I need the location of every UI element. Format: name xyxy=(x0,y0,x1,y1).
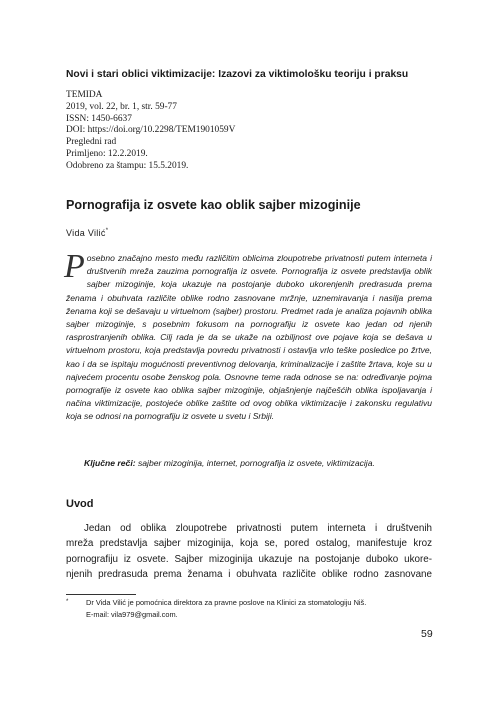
abstract-dropcap: P xyxy=(64,248,85,285)
abstract-text: osebno značajno mesto među različitim oblicima zloupotrebe privatnosti putem interneta i društvenih mreža zauzima pornografija iz osvete. Pornografija iz osvete predstavlja oblik sajber mizoginije, koja ukazuje na postojanje duboko ukorenjenih predrasuda prema ženama i obuhvata različite oblike rodno zasnovane mržnje, uznemiravanja i nasilja prema ženama koji se dešavaju u virtuelnom (sajber) prostoru. Predmet rada je analiza pojavnih oblika sajber mizoginije, s posebnim fokusom na pornografiju iz osvete kao jedan od njenih rasprostranjenih oblika. Cilj rada je da se ukaže na ozbiljnost ove pojave koja se dešava u virtuelnom prostoru, koja predstavlja povredu privatnosti i ostavlja vrlo teške posledice po žrtve, kao i da se ispitaju mogućnosti preventivnog delovanja, kriminalizacije i zaštite žrtava, koje su u najvećem procentu osobe ženskog pola. Osnovne teme rada odnose se na: određivanje pojma pornografije iz osvete kao oblika sajber mizoginije, objašnjenje najčešćih oblika ispoljavanja i načina viktimizacije, postojeće oblike zaštite od ovog oblika viktimizacije i zakonsku regulativu koja se odnosi na pornografiju iz osvete u svetu i Srbiji. xyxy=(66,253,432,422)
footnote-mark: * xyxy=(66,599,69,605)
abstract xyxy=(64,248,432,424)
footnote-rule xyxy=(66,594,136,595)
meta-doi: DOI: https://doi.org/10.2298/TEM1901059V xyxy=(66,125,236,136)
body-line: mreža predstavlja sajber mizoginija, koja se, pored ostalog, manifestuje kroz xyxy=(66,538,432,550)
footnote-body xyxy=(86,597,366,620)
meta-article-type: Pregledni rad xyxy=(66,137,117,148)
author xyxy=(66,228,108,238)
meta-accepted: Odobreno za štampu: 15.5.2019. xyxy=(66,160,189,171)
meta-volume: 2019, vol. 22, br. 1, str. 59-77 xyxy=(66,101,177,112)
author-footnote-mark: * xyxy=(105,228,109,234)
body-paragraph xyxy=(66,521,432,583)
body-line: pornografiju iz osvete. Sajber mizoginija ukazuje na postojanje duboko ukore- xyxy=(66,553,432,565)
keywords xyxy=(84,458,432,468)
article-title: Pornografija iz osvete kao oblik sajber mizoginije xyxy=(66,198,361,212)
keywords-label: Ključne reči: xyxy=(84,458,136,468)
journal-header: Novi i stari oblici viktimizacije: Izazovi za viktimološku teoriju i praksu xyxy=(66,69,409,80)
meta-issn: ISSN: 1450-6637 xyxy=(66,113,132,124)
footnote-line: Dr Vida Vilić je pomoćnica direktora za pravne poslove na Klinici za stomatologiju Niš. xyxy=(86,598,367,607)
body-line: njenih predrasuda prema ženama i obuhvata različite oblike rodno zasnovane xyxy=(66,569,432,581)
page-number: 59 xyxy=(421,628,433,640)
footnote-email: E-mail: vila979@gmail.com. xyxy=(86,609,178,619)
body-line: Jedan od oblika zloupotrebe privatnosti putem interneta i društvenih xyxy=(84,523,432,534)
keywords-text: sajber mizoginija, internet, pornografija iz osvete, viktimizacija. xyxy=(135,458,375,468)
article-metadata xyxy=(66,90,235,173)
meta-received: Primljeno: 12.2.2019. xyxy=(66,148,148,159)
section-heading: Uvod xyxy=(66,498,94,510)
author-name: Vida Vilić xyxy=(66,228,106,238)
meta-journal: TEMIDA xyxy=(66,90,103,100)
